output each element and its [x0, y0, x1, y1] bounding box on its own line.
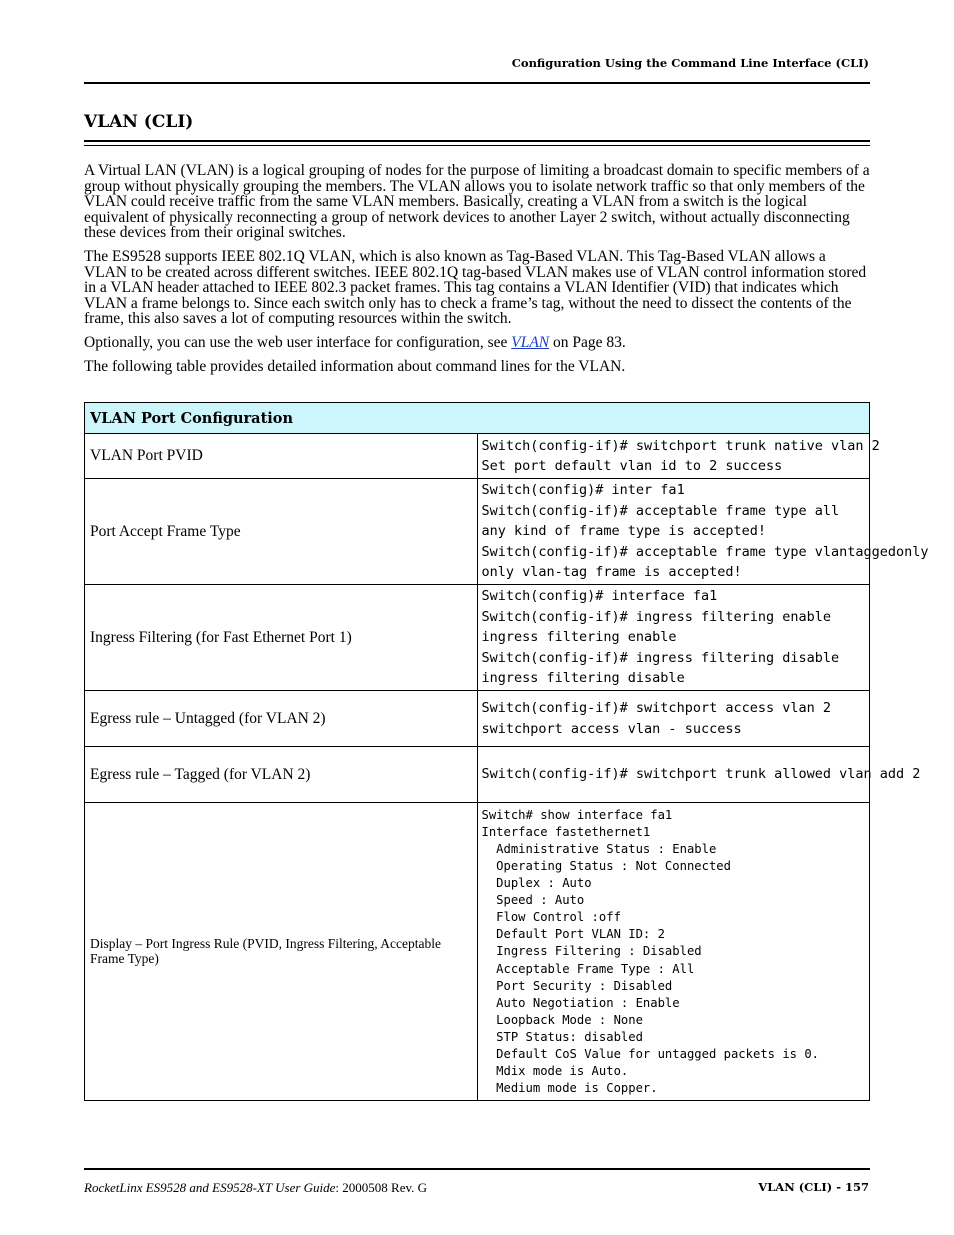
row-label: Ingress Filtering (for Fast Ethernet Port 1): [85, 585, 478, 691]
command-line: Default CoS Value for untagged packets is 0.: [481, 1047, 820, 1062]
footer-doc-id: : 2000508 Rev. G: [335, 1180, 428, 1195]
command-line: Switch(config-if)# acceptable frame type vlantaggedonly: [481, 543, 929, 560]
row-label: VLAN Port PVID: [85, 434, 478, 479]
row-commands: [477, 803, 870, 1101]
vlan-link[interactable]: VLAN: [511, 333, 550, 351]
row-commands: [477, 479, 929, 585]
command-line: only vlan-tag frame is accepted!: [481, 564, 742, 581]
command-line: Switch(config-if)# ingress filtering enable: [481, 608, 831, 625]
footer-guide: [84, 1180, 427, 1196]
title-rule: [84, 140, 870, 142]
row-label: Egress rule – Untagged (for VLAN 2): [85, 691, 478, 747]
row-commands: [477, 434, 880, 479]
table-row: [85, 803, 870, 1101]
command-line: Mdix mode is Auto.: [481, 1064, 629, 1079]
row-commands: [477, 691, 870, 747]
command-line: Switch# show interface fa1: [481, 807, 673, 822]
command-line: Switch(config-if)# ingress filtering disable: [481, 649, 840, 666]
command-line: Switch(config-if)# acceptable frame type all: [481, 502, 840, 519]
body-text: [84, 163, 870, 382]
command-line: any kind of frame type is accepted!: [481, 523, 766, 540]
row-commands: [477, 585, 870, 691]
table-row: [85, 434, 870, 479]
paragraph-8021q: The ES9528 supports IEEE 802.1Q VLAN, which is also known as Tag-Based VLAN. This Tag-Based VLAN allows a VLAN to be created across different switches. IEEE 802.1Q tag-based VLAN makes use of VLAN control information stored in a VLAN header attached to IEEE 802.3 packet frames. This tag contains a VLAN Identifier (VID) that indicates which VLAN a frame belongs to. Since each switch only has to check a frame’s tag, without the need to dissect the contents of the frame, this also saves a lot of computing resources within the switch.: [84, 247, 867, 328]
row-label: Display – Port Ingress Rule (PVID, Ingress Filtering, Acceptable Frame Type): [85, 803, 478, 1101]
section-title: VLAN (CLI): [84, 112, 194, 132]
command-line: Acceptable Frame Type : All: [481, 961, 695, 976]
vlan-port-config-table: [84, 402, 929, 1101]
row-label: Port Accept Frame Type: [85, 479, 478, 585]
command-line: Switch(config-if)# switchport trunk allowed vlan add 2: [481, 766, 921, 783]
paragraph-web-ui: [84, 335, 870, 351]
command-line: Flow Control :off: [481, 910, 621, 925]
command-line: Port Security : Disabled: [481, 978, 673, 993]
running-header: Configuration Using the Command Line Interface (CLI): [511, 56, 869, 70]
table-header: VLAN Port Configuration: [85, 403, 870, 434]
header-rule: [84, 82, 870, 84]
command-line: Switch(config-if)# switchport trunk native vlan 2: [481, 437, 880, 454]
command-line: Switch(config-if)# switchport access vlan 2: [481, 700, 831, 717]
row-label: Egress rule – Tagged (for VLAN 2): [85, 747, 478, 803]
command-line: Switch(config)# inter fa1: [481, 482, 685, 499]
table-row: [85, 585, 870, 691]
footer-rule: [84, 1168, 870, 1170]
footer-guide-title: RocketLinx ES9528 and ES9528-XT User Guide: [84, 1180, 336, 1195]
command-line: Speed : Auto: [481, 893, 585, 908]
command-line: switchport access vlan - success: [481, 720, 742, 737]
command-line: STP Status: disabled: [481, 1029, 643, 1044]
command-line: Administrative Status : Enable: [481, 841, 717, 856]
table-row: [85, 479, 870, 585]
row-commands: [477, 747, 921, 803]
footer-page-label: VLAN (CLI) - 157: [758, 1180, 869, 1194]
table-row: [85, 691, 870, 747]
command-line: Loopback Mode : None: [481, 1012, 643, 1027]
table-row: [85, 747, 870, 803]
paragraph-table-intro: The following table provides detailed information about command lines for the VLAN.: [84, 357, 626, 375]
paragraph-vlan-intro: A Virtual LAN (VLAN) is a logical grouping of nodes for the purpose of limiting a broadcast domain to specific members of a group without physically grouping the members. The VLAN allows you to isolate network traffic so that only members of the VLAN could receive traffic from the same VLAN members. Basically, creating a VLAN from a switch is the logical equivalent of physically reconnecting a group of network devices to another Layer 2 switch, without actually disconnecting these devices from their original switches.: [84, 162, 870, 242]
command-line: Duplex : Auto: [481, 876, 592, 891]
command-line: Ingress Filtering : Disabled: [481, 944, 702, 959]
command-line: Operating Status : Not Connected: [481, 858, 731, 873]
paragraph-web-ui-page: on Page 83.: [549, 333, 626, 351]
command-line: Medium mode is Copper.: [481, 1081, 658, 1096]
command-line: ingress filtering enable: [481, 629, 677, 646]
command-line: Default Port VLAN ID: 2: [481, 927, 665, 942]
paragraph-web-ui-text: Optionally, you can use the web user interface for configuration, see: [84, 333, 512, 351]
command-line: Auto Negotiation : Enable: [481, 995, 680, 1010]
command-line: Set port default vlan id to 2 success: [481, 458, 783, 474]
command-line: Switch(config)# interface fa1: [481, 588, 718, 605]
command-line: Interface fastethernet1: [481, 824, 651, 839]
title-rule-thin: [84, 145, 870, 146]
command-line: ingress filtering disable: [481, 670, 685, 687]
